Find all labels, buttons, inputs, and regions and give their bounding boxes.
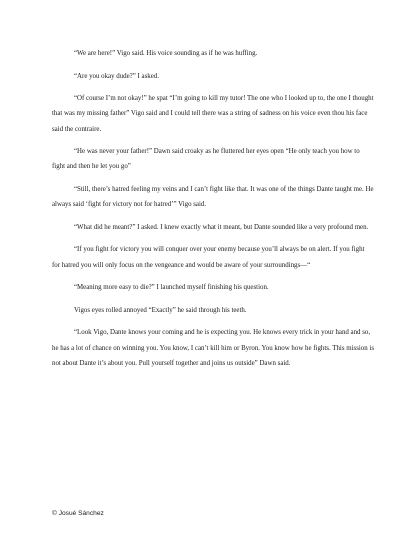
paragraph-4: “He was never your father!” Dawn said croaky as he fluttered her eyes open “He only teach you how to fight and then he let you go” <box>52 148 360 171</box>
paragraph-9: Vigos eyes rolled annoyed “Exactly” he said through his teeth. <box>74 306 247 314</box>
paragraph-1: “We are here!” Vigo said. His voice sounding as if he was huffing. <box>74 50 258 57</box>
paragraph-5: “Still, there’s hatred feeling my veins and I can’t fight like that. It was one of the things Dante taught me. He always said ‘fight for victory not for hatred’” Vigo said. <box>52 185 374 209</box>
paragraph-7: “If you fight for victory you will conquer over your enemy because you’ll always be on alert. If you fight for hatred you will only focus on the vengeance and would be aware of your surroundings—“ <box>52 246 365 269</box>
paragraph-6: “What did he meant?” I asked. I knew exactly what it meant, but Dante sounded like a very profound men. <box>74 223 369 231</box>
paragraph-10: “Look Vigo, Dante knows your coming and he is expecting you. He knows every trick in your hand and so, he has a lot of chance on winning you. You know, I can’t kill him or Byron. You know how he fights. This mission is not about Dante it’s about you. Pull yourself together and joins us outside” Dawn said. <box>52 329 374 367</box>
story-text <box>52 46 374 378</box>
copyright-footer: © Josué Sánchez <box>52 510 104 517</box>
paragraph-3: “Of course I’m not okay!” he spat “I’m going to kill my tutor! The one who I looked up to, the one I thought that was my missing father” Vigo said and I could tell there was a string of sadness on his voice even thou his face said the contraire. <box>52 95 374 133</box>
paragraph-2: “Are you okay dude?” I asked. <box>74 72 159 80</box>
paragraph-8: “Meaning more easy to die?” I launched myself finishing his question. <box>74 284 269 292</box>
